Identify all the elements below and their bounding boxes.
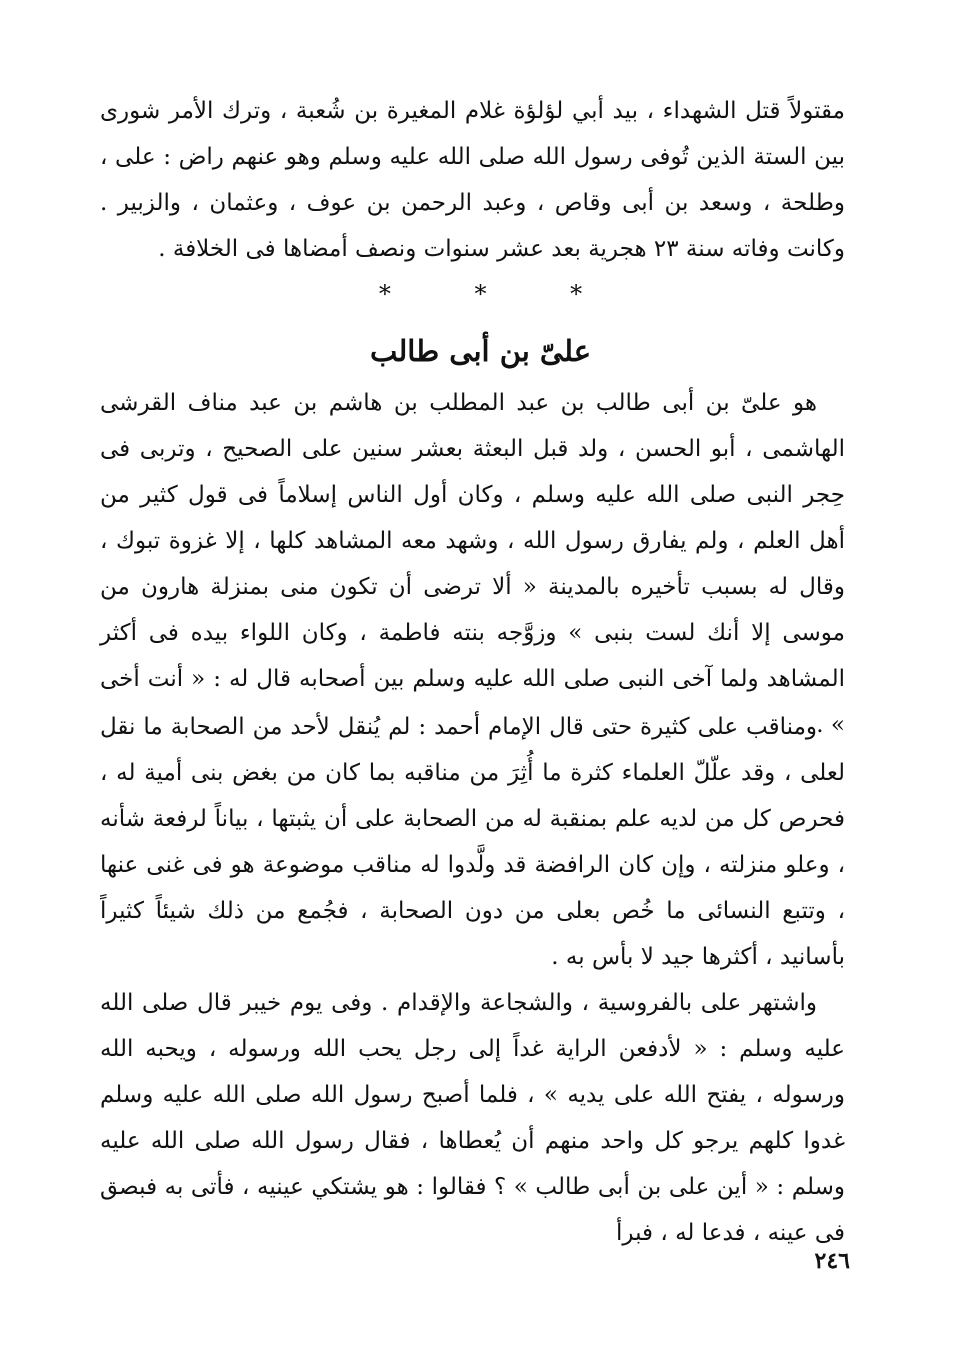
paragraph-ali-virtues: ومناقب على كثيرة حتى قال الإمام أحمد : لم يُنقل لأحد من الصحابة ما نقل لعلى ، وقد علّلّ العلماء كثرة ما أُثِرَ من مناقبه بما كان من بغض بنى أمية له ، فحرص كل من لديه علم بمنقبة له من الصحابة على أن يثبتها ، بياناً لرفعة شأنه ، وعلو منزلته ، وإن كان الرافضة قد ولَّدوا له مناقب موضوعة هو فى غنى عنها ، وتتبع النسائى ما خُص بعلى من دون الصحابة ، فجُمع من ذلك شيئاً كثيراً بأسانيد ، أكثرها جيد لا بأس به . [100, 714, 845, 970]
page-number: ٢٤٦ [814, 1248, 850, 1274]
paragraph-ali-khaybar: واشتهر على بالفروسية ، والشجاعة والإقدام . وفى يوم خيبر قال صلى الله عليه وسلم : « لأدفعن الراية غداً إلى رجل يحب الله ورسوله ، ويحبه الله ورسوله ، يفتح الله على يديه » ، فلما أصبح رسول الله صلى الله عليه وسلم غدوا كلهم يرجو كل واحد منهم أن يُعطاها ، فقال رسول الله صلى الله عليه وسلم : « أين على بن أبى طالب » ؟ فقالوا : هو يشتكي عينيه ، فأتى به فبصق فى عينه ، فدعا له ، فبرأ [100, 990, 845, 1246]
section-title: علىّ بن أبى طالب [369, 334, 592, 368]
paragraph-omar-death: مقتولاً قتل الشهداء ، بيد أبي لؤلؤة غلام المغيرة بن شُعبة ، وترك الأمر شورى بين الستة الذين تُوفى رسول الله صلى الله عليه وسلم وهو عنهم راض : على ، وطلحة ، وسعد بن أبى وقاص ، وعبد الرحمن بن عوف ، وعثمان ، والزبير . وكانت وفاته سنة ٢٣ هجرية بعد عشر سنوات ونصف أمضاها فى الخلافة . [100, 98, 845, 262]
section-separator: * * * [378, 280, 621, 308]
paragraph-ali-biography: هو علىّ بن أبى طالب بن عبد المطلب بن هاشم بن عبد مناف القرشى الهاشمى ، أبو الحسن ، ولد قبل البعثة بعشر سنين على الصحيح ، وتربى فى حِجر النبى صلى الله عليه وسلم ، وكان أول الناس إسلاماً فى قول كثير من أهل العلم ، ولم يفارق رسول الله ، وشهد معه المشاهد كلها ، إلا غزوة تبوك ، وقال له بسبب تأخيره بالمدينة « ألا ترضى أن تكون منى بمنزلة هارون من موسى إلا أنك لست بنبى » وزوَّجه بنته فاطمة ، وكان اللواء بيده فى أكثر المشاهد ولما آخى النبى صلى الله عليه وسلم بين أصحابه قال له : « أنت أخى » . [100, 390, 845, 738]
